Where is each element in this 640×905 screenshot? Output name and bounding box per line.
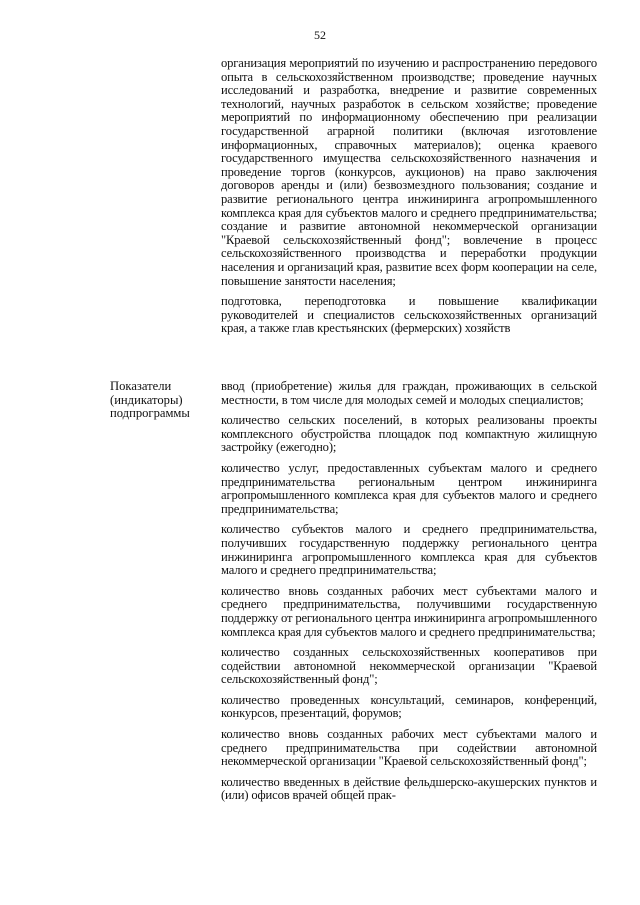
indicator-item: количество субъектов малого и среднего предпринимательства, получивших государственную поддержку регионального центра инжиниринга агропромышленного комплекса края для субъектов малого и среднего предпринимательства; bbox=[221, 522, 597, 578]
indicator-item: количество сельских поселений, в которых реализованы проекты комплексного обустройства площадок под компактную жилищную застройку (ежегодно); bbox=[221, 413, 597, 455]
page-number: 52 bbox=[314, 28, 326, 42]
indicator-item: количество проведенных консультаций, семинаров, конференций, конкурсов, презентаций, форумов; bbox=[221, 692, 597, 721]
indicators-label: Показатели (индикаторы) подпрограммы bbox=[110, 379, 190, 421]
indicator-item: ввод (приобретение) жилья для граждан, проживающих в сельской местности, в том числе для молодых семей и молодых специалистов; bbox=[221, 379, 597, 407]
measures-continuation bbox=[221, 57, 597, 336]
indicator-item: количество созданных сельскохозяйственных кооперативов при содействии автономной некоммерческой организации "Краевой сельскохозяйственный фонд"; bbox=[221, 645, 597, 687]
measures-paragraph: организация мероприятий по изучению и распространению передового опыта в сельскохозяйственном производстве; проведение научных исследований и разработка, внедрение и развитие современных технологий, научных разработок в сельском хозяйстве; проведение мероприятий по информационному обеспечению при реализации государственной аграрной политики (включая изготовление информационных, справочных материалов); оценка краевого государственного имущества сельскохозяйственного назначения и проведение торгов (конкурсов, аукционов) на право заключения договоров аренды и (или) безвозмездного пользования; создание и развитие регионального центра инжиниринга агропромышленного комплекса края для субъектов малого и среднего предпринимательства; создание и развитие автономной некоммерческой организации "Краевой сельскохозяйственный фонд"; вовлечение в процесс сельскохозяйственного производства и переработки продукции населения и организаций края, развитие всех форм кооперации на селе, повышение занятости населения; bbox=[221, 56, 597, 288]
indicator-item: количество вновь созданных рабочих мест субъектами малого и среднего предпринимательства при содействии автономной некоммерческой организации "Краевой сельскохозяйственный фонд"; bbox=[221, 727, 597, 769]
indicator-item: количество введенных в действие фельдшерско-акушерских пунктов и (или) офисов врачей общей прак- bbox=[221, 774, 597, 803]
measures-paragraph: подготовка, переподготовка и повышение квалификации руководителей и специалистов сельскохозяйственных организаций края, а также глав крестьянских (фермерских) хозяйств bbox=[221, 294, 597, 336]
indicator-item: количество услуг, предоставленных субъектам малого и среднего предпринимательства региональным центром инжиниринга агропромышленного комплекса края для субъектов малого и среднего предпринимательства; bbox=[221, 460, 597, 516]
indicators-list bbox=[221, 380, 597, 803]
indicator-item: количество вновь созданных рабочих мест субъектами малого и среднего предпринимательства, получившими государственную поддержку от регионального центра инжиниринга агропромышленного комплекса края для субъектов малого и среднего предпринимательства; bbox=[221, 583, 597, 639]
